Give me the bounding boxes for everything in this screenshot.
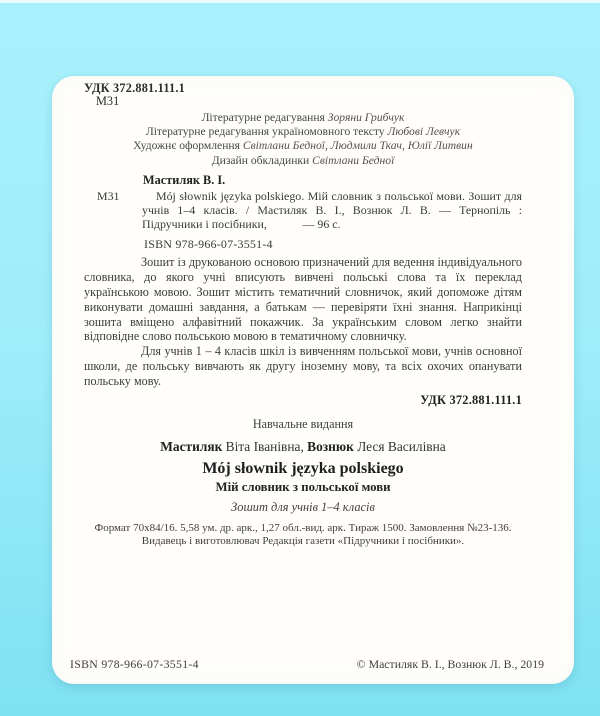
credit-role: Літературне редагування україномовного тексту (145, 125, 388, 139)
credits-block (84, 111, 522, 168)
imprint-format-line: Формат 70х84/16. 5,58 ум. др. арк., 1,27 обл.-вид. арк. Тираж 1500. Замовлення №23-136. (94, 521, 512, 534)
author-given-name: Леся Василівна (353, 438, 446, 454)
isbn-footer: ISBN 978-966-07-3551-4 (70, 657, 199, 671)
credit-role: Дизайн обкладинки (211, 153, 313, 167)
credit-names: Світлани Бедної (312, 153, 395, 167)
credit-line-ukrainian-editing (84, 125, 522, 139)
book-title-polish: Mój słownik języka polskiego (202, 459, 404, 477)
author-surname: Мастиляк (160, 438, 223, 454)
catalog-entry-code: М31 (97, 188, 120, 203)
imprint-card (52, 76, 574, 684)
imprint-publisher-line: Видавець і виготовлювач Редакція газети «Підручники і посібники». (141, 535, 465, 548)
credit-names: Любові Левчук (387, 125, 461, 139)
edition-type-label: Навчальне видання (252, 416, 354, 431)
card-footer (70, 657, 544, 672)
credit-role: Художнє оформлення (133, 139, 243, 153)
annotation-paragraph-1: Зошит із друкованою основою призначений для ведення індивідуального словника, до якого учні вписують вивчені польські слова та їх переклад українською мовою. Зошит містить тематичний словничок, який допоможе дітям виконувати домашні завдання, а батькам — перевіряти їхні знання. Наприкінці зошита вміщено алфавітний покажчик. За українським словом легко знайти відповідне слово польською мовою в тематичному словничку. (84, 255, 522, 344)
catalog-author-heading: Мастиляк В. І. (143, 172, 226, 187)
credit-line-cover-design (84, 154, 522, 168)
author-given-name: Віта Іванівна, (222, 438, 308, 454)
credit-role: Літературне редагування (201, 111, 328, 124)
catalog-entry (97, 188, 522, 232)
book-title-ukrainian: Мій словник з польської мови (215, 479, 391, 494)
author-surname: Вознюк (307, 438, 354, 454)
page-top-edge (0, 0, 600, 3)
isbn-catalog: ISBN 978-966-07-3551-4 (144, 237, 273, 252)
edition-authors (84, 439, 522, 455)
annotation-paragraph-2: Для учнів 1 – 4 класів шкіл із вивченням польської мови, учнів основної школи, де польську вивчають як другу іноземну мову, та всіх охочих опанувати польську мову. (84, 344, 522, 388)
udc-code-bottom: УДК 372.881.111.1 (420, 392, 522, 407)
copyright-notice: © Мастиляк В. І., Вознюк Л. В., 2019 (356, 657, 544, 671)
credit-names: Зоряни Грибчук (327, 111, 405, 124)
book-subtitle: Зошит для учнів 1–4 класів (231, 499, 375, 514)
credit-line-literary-editing (84, 111, 522, 125)
credit-names: Світлани Бедної, Людмили Ткач, Юлії Литвин (242, 139, 473, 153)
udc-code-top: УДК 372.881.111.1 (84, 81, 185, 95)
classification-code: М31 (96, 94, 120, 108)
catalog-entry-text: Mój słownik języka polskiego. Мій словник з польської мови. Зошит для учнів 1–4 класів. / Мастиляк В. І., Вознюк Л. В. — Тернопіль : Підручники і посібники, — 96 с. (142, 188, 522, 232)
credit-line-art-design (84, 139, 522, 153)
